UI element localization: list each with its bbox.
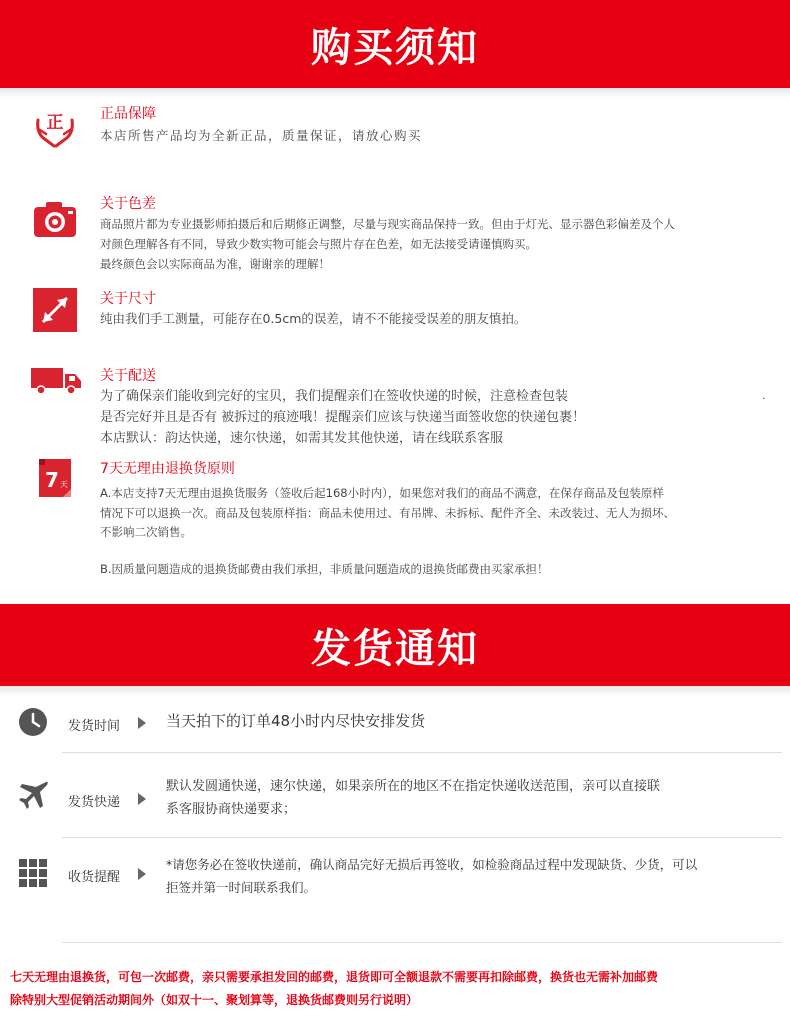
receive-notice-line: 拒签并第一时间联系我们。 — [166, 880, 317, 895]
returns-line: 情况下可以退换一次。商品及包装原样指：商品未使用过、有吊牌、未拆标、配件齐全、未改装过、无人为损坏、 — [100, 505, 675, 520]
returns-title: 7天无理由退换货原则 — [100, 461, 235, 477]
banner-shadow — [0, 88, 790, 98]
ship-courier-label: 发货快递 — [68, 795, 121, 810]
footer-line: 除特别大型促销活动期间外（如双十一、聚划算等，退换货邮费则另行说明） — [10, 993, 419, 1007]
returns-text-a — [100, 484, 770, 543]
footer-line: 七天无理由退换货，可包一次邮费，亲只需要承担发回的邮费，退货即可全额退款不需要再扣除邮费，换货也无需补加邮费 — [10, 970, 659, 984]
delivery-line: 为了确保亲们能收到完好的宝贝，我们提醒亲们在签收快递的时候，注意检查包装 — [100, 389, 569, 404]
returns-line-b: B.因质量问题造成的退换货邮费由我们承担，非质量问题造成的退换货邮费由买家承担！ — [100, 562, 549, 576]
genuine-title: 正品保障 — [100, 106, 156, 122]
genuine-section — [0, 100, 790, 160]
size-section — [0, 285, 790, 335]
returns-line: A.本店支持7天无理由退换货服务（签收后起168小时内），如果您对我们的商品不满意，在保存商品及包装原样 — [100, 486, 664, 500]
delivery-section — [0, 364, 790, 454]
ship-courier-row — [0, 772, 790, 832]
delivery-line: 本店默认：韵达快递，速尔快递，如需其发其他快递，请在线联系客服 — [100, 431, 504, 446]
receive-notice-row — [0, 852, 790, 912]
shipping-notice-title: 发货通知 — [311, 625, 479, 672]
divider — [62, 752, 782, 753]
ship-time-row — [0, 705, 790, 745]
footer-notice — [10, 966, 785, 1012]
size-text — [100, 308, 770, 329]
returns-line: 不影响二次销售。 — [100, 525, 192, 539]
receive-notice-line: *请您务必在签收快递前，确认商品完好无损后再签收，如检验商品过程中发现缺货、少货，可以 — [166, 857, 698, 872]
receive-notice-label: 收货提醒 — [68, 870, 121, 885]
genuine-text — [100, 125, 770, 146]
genuine-line: 本店所售产品均为全新正品，质量保证，请放心购买 — [100, 128, 423, 143]
grid-icon — [16, 856, 50, 890]
truck-icon — [30, 356, 84, 406]
color-line: 商品照片都为专业摄影师拍摄后和后期修正调整，尽量与现实商品保持一致。但由于灯光、显示器色彩偏差及个人 — [100, 217, 675, 231]
color-line: 对颜色理解各有不同，导致少数实物可能会与照片存在色差，如无法接受请谨慎购买。 — [100, 237, 537, 251]
purchase-notice-banner — [0, 0, 790, 88]
divider — [62, 837, 782, 838]
svg-text:天: 天 — [60, 480, 68, 489]
stray-mark: · — [762, 392, 766, 405]
color-title: 关于色差 — [100, 196, 156, 212]
color-text — [100, 214, 770, 274]
delivery-title: 关于配送 — [100, 368, 156, 384]
ship-courier-text — [166, 775, 776, 821]
svg-text:正: 正 — [46, 113, 64, 133]
clock-icon — [16, 705, 50, 739]
triangle-right-icon — [138, 717, 146, 729]
ship-courier-line: 默认发圆通快递，速尔快递，如果亲所在的地区不在指定快递收送范围，亲可以直接联 — [166, 779, 661, 794]
divider — [62, 942, 782, 943]
triangle-right-icon — [138, 793, 146, 805]
shipping-notice-banner — [0, 604, 790, 686]
delivery-line: 是否完好并且是否有 被拆过的痕迹哦！提醒亲们应该与快递当面签收您的快递包裹！ — [100, 410, 586, 425]
size-title: 关于尺寸 — [100, 291, 156, 307]
airplane-icon — [16, 778, 50, 812]
purchase-notice-title: 购买须知 — [311, 24, 479, 71]
color-line: 最终颜色会以实际商品为准，谢谢亲的理解！ — [100, 257, 330, 271]
size-line: 纯由我们手工测量，可能存在0.5cm的误差，请不不能接受误差的朋友慎拍。 — [100, 311, 527, 326]
color-section — [0, 190, 790, 270]
genuine-hands-icon — [30, 104, 80, 154]
ship-time-line: 当天拍下的订单48小时内尽快安排发货 — [166, 712, 426, 730]
calendar-7day-icon — [30, 453, 80, 503]
banner-shadow — [0, 686, 790, 696]
svg-text:7: 7 — [45, 468, 59, 492]
ship-time-label: 发货时间 — [68, 719, 121, 734]
ship-courier-line: 系客服协商快递要求； — [166, 802, 297, 817]
triangle-right-icon — [138, 868, 146, 880]
measure-arrow-icon — [30, 285, 80, 335]
returns-text-b — [100, 560, 770, 580]
ship-time-text — [166, 710, 776, 733]
receive-notice-text — [166, 853, 776, 899]
returns-section — [0, 455, 790, 585]
camera-icon — [30, 194, 80, 244]
delivery-text — [100, 386, 770, 449]
